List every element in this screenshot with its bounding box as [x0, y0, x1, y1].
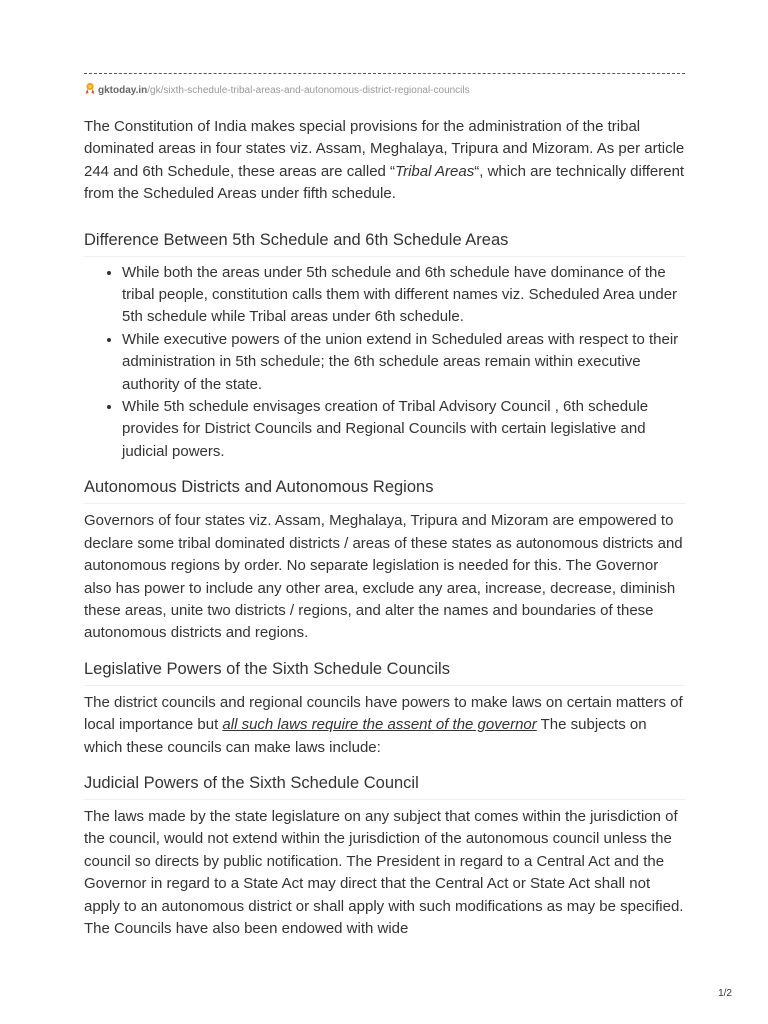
list-item: • While 5th schedule envisages creation of Tribal Advisory Council , 6th schedule provides for District Councils and Regional Councils with certain legislative and judicial powers. [122, 396, 685, 463]
source-path[interactable]: /gk/sixth-schedule-tribal-areas-and-autonomous-district-regional-councils [147, 85, 470, 96]
page-number: 1/2 [718, 988, 732, 999]
legislative-text-after: The subjects on which these councils can make laws include: [84, 716, 647, 756]
source-url[interactable] [84, 82, 470, 99]
autonomous-paragraph: Governors of four states viz. Assam, Meghalaya, Tripura and Mizoram are empowered to declare some tribal dominated districts / areas of these states as autonomous districts and autonomous regions by order. No separate legislation is needed for this. The Governor also has power to include any other area, exclude any area, increase, decrease, diminish these areas, unite two districts / regions, and alter the names and boundaries of these autonomous districts and regions. [84, 512, 683, 642]
gktoday-logo-icon [84, 82, 96, 99]
list-item: • While executive powers of the union extend in Scheduled areas with respect to their administration in 5th schedule; the 6th schedule areas remain within executive authority of the state. [122, 329, 685, 396]
judicial-paragraph: The laws made by the state legislature on any subject that comes within the jurisdiction of the council, would not extend within the jurisdiction of the autonomous council unless the council so directs by public notification. The President in regard to a Central Act and the Governor in regard to a State Act may direct that the Central Act or State Act shall not apply to an autonomous district or shall apply with such modifications as may be specified. The Councils have also been endowed with wide [84, 807, 684, 937]
heading-judicial: Judicial Powers of the Sixth Schedule Council [84, 772, 685, 800]
list-item: • While both the areas under 5th schedule and 6th schedule have dominance of the tribal people, constitution calls them with different names viz. Scheduled Area under 5th schedule while Tribal areas under 6th schedule. [122, 262, 685, 329]
source-domain[interactable]: gktoday.in [98, 85, 148, 96]
legislative-text-before: The district councils and regional councils have powers to make laws on certain matters of local importance but [84, 693, 683, 734]
intro-emphasis: Tribal Areas [395, 162, 475, 180]
heading-autonomous: Autonomous Districts and Autonomous Regions [84, 476, 685, 504]
heading-legislative: Legislative Powers of the Sixth Schedule Councils [84, 658, 685, 686]
intro-paragraph [84, 116, 685, 206]
article-body [84, 116, 685, 940]
intro-text-before: The Constitution of India makes special provisions for the administration of the tribal dominated areas in four states viz. Assam, Meghalaya, Tripura and Mizoram. As per article 244 and 6th Schedule, these areas are called “ [84, 118, 685, 180]
legislative-paragraph [84, 692, 685, 759]
difference-list [84, 262, 685, 464]
assent-of-governor-link[interactable]: all such laws require the assent of the governor [222, 716, 537, 734]
intro-text-after: “, which are technically different from the Scheduled Areas under fifth schedule. [84, 162, 685, 203]
header-dashed-rule [84, 73, 685, 74]
heading-difference: Difference Between 5th Schedule and 6th Schedule Areas [84, 229, 685, 257]
